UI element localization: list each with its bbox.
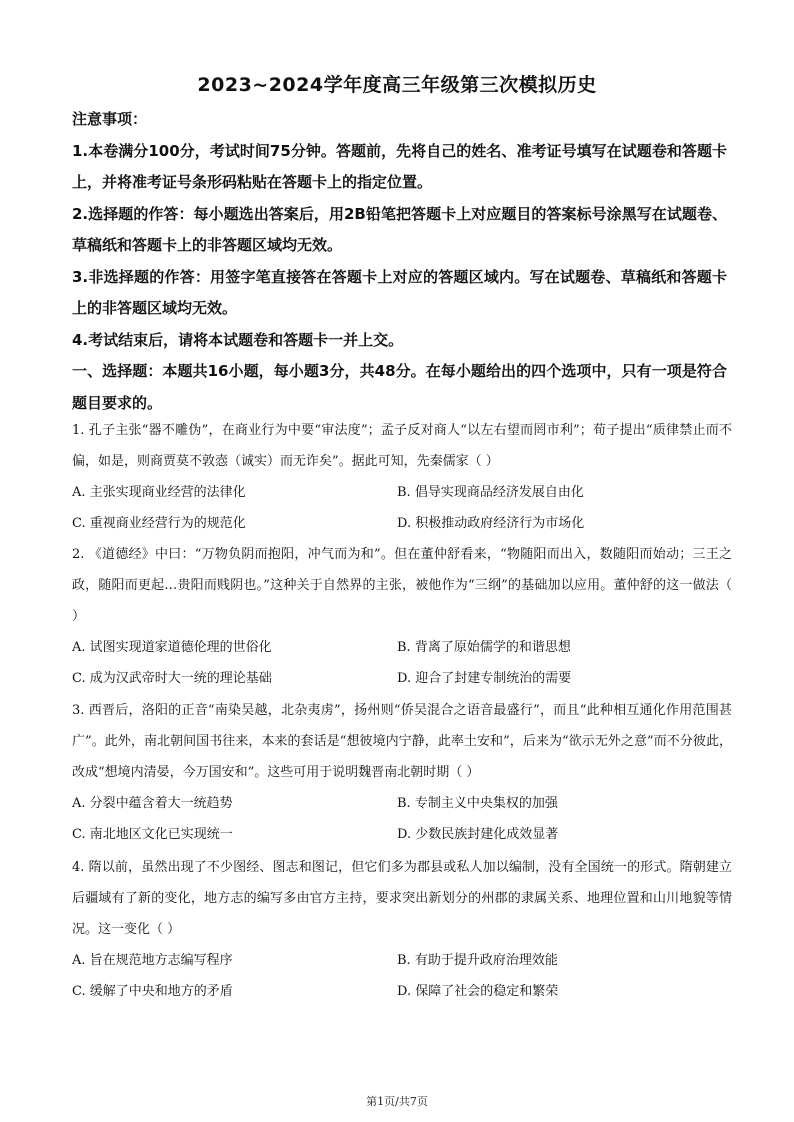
section-heading: 一、选择题：本题共16小题，每小题3分，共48分。在每小题给出的四个选项中，只有一项是符合题目要求的。 — [72, 362, 727, 412]
question-stem: 2. 《道德经》中曰：“万物负阴而抱阳，冲气而为和”。但在董仲舒看来，“物随阳而出入，数随阳而始动；三王之政，随阳而更起…贵阳而贱阴也。”这种关于自然界的主张，被他作为“三纲”的基础加以应用。董仲舒的这一做法（ ） — [72, 547, 732, 624]
question-4 — [72, 852, 732, 1007]
option-b: B. 倡导实现商品经济发展自由化 — [397, 485, 584, 500]
question-stem: 1. 孔子主张“器不雕伪”，在商业行为中要“审法度”；孟子反对商人“以左右望而罔市利”；荀子提出“质律禁止而不偏，如是，则商贾莫不敦悫（诚实）而无诈矣”。据此可知，先秦儒家（ ） — [72, 423, 732, 469]
question-1 — [72, 415, 732, 539]
option-d: D. 少数民族封建化成效显著 — [397, 827, 559, 842]
notice-block — [72, 104, 727, 419]
page-title: 2023~2024学年度高三年级第三次模拟历史 — [197, 74, 597, 96]
notice-item-1: 1.本卷满分100分，考试时间75分钟。答题前，先将自己的姓名、准考证号填写在试题卷和答题卡上，并将准考证号条形码粘贴在答题卡上的指定位置。 — [72, 141, 727, 191]
options-row — [72, 819, 732, 850]
option-a: A. 试图实现道家道德伦理的世俗化 — [72, 640, 272, 655]
option-b: B. 专制主义中央集权的加强 — [397, 796, 558, 811]
options-row — [72, 508, 732, 539]
options-row — [72, 632, 732, 663]
option-d: D. 保障了社会的稳定和繁荣 — [397, 984, 559, 999]
options-row — [72, 945, 732, 976]
question-2 — [72, 539, 732, 694]
option-c: C. 南北地区文化已实现统一 — [72, 827, 233, 842]
options-row — [72, 477, 732, 508]
option-d: D. 积极推动政府经济行为市场化 — [397, 516, 585, 531]
options-row — [72, 788, 732, 819]
option-a: A. 旨在规范地方志编写程序 — [72, 953, 233, 968]
question-stem: 4. 隋以前，虽然出现了不少图经、图志和图记，但它们多为郡县或私人加以编制，没有全国统一的形式。隋朝建立后疆域有了新的变化，地方志的编写多由官方主持，要求突出新划分的州郡的隶属关系、地理位置和山川地貌等情况。这一变化（ ） — [72, 860, 732, 937]
notice-item-3: 3.非选择题的作答：用签字笔直接答在答题卡上对应的答题区域内。写在试题卷、草稿纸和答题卡上的非答题区域均无效。 — [72, 267, 727, 317]
option-a: A. 主张实现商业经营的法律化 — [72, 485, 246, 500]
option-c: C. 成为汉武帝时大一统的理论基础 — [72, 671, 272, 686]
question-stem: 3. 西晋后，洛阳的正音“南染吴越，北杂夷虏”，扬州则“侨吴混合之语音最盛行”，而且“此种相互通化作用范围甚广”。此外，南北朝间国书往来，本来的套话是“想彼境内宁静，此率土安和”，后来为“欲示无外之意”而不分彼此，改成“想境内清晏，今万国安和”。这些可用于说明魏晋南北朝时期（ ） — [72, 703, 732, 780]
option-c: C. 缓解了中央和地方的矛盾 — [72, 984, 233, 999]
options-row — [72, 976, 732, 1007]
question-3 — [72, 695, 732, 850]
page-footer: 第1页/共7页 — [366, 1095, 428, 1108]
notice-heading: 注意事项： — [72, 110, 148, 128]
option-b: B. 有助于提升政府治理效能 — [397, 953, 558, 968]
option-a: A. 分裂中蕴含着大一统趋势 — [72, 796, 233, 811]
notice-item-2: 2.选择题的作答：每小题选出答案后，用2B铅笔把答题卡上对应题目的答案标号涂黑写在试题卷、草稿纸和答题卡上的非答题区域均无效。 — [72, 204, 727, 254]
option-c: C. 重视商业经营行为的规范化 — [72, 516, 246, 531]
option-b: B. 背离了原始儒学的和谐思想 — [397, 640, 571, 655]
notice-item-4: 4.考试结束后，请将本试题卷和答题卡一并上交。 — [72, 330, 404, 349]
option-d: D. 迎合了封建专制统治的需要 — [397, 671, 572, 686]
options-row — [72, 663, 732, 694]
